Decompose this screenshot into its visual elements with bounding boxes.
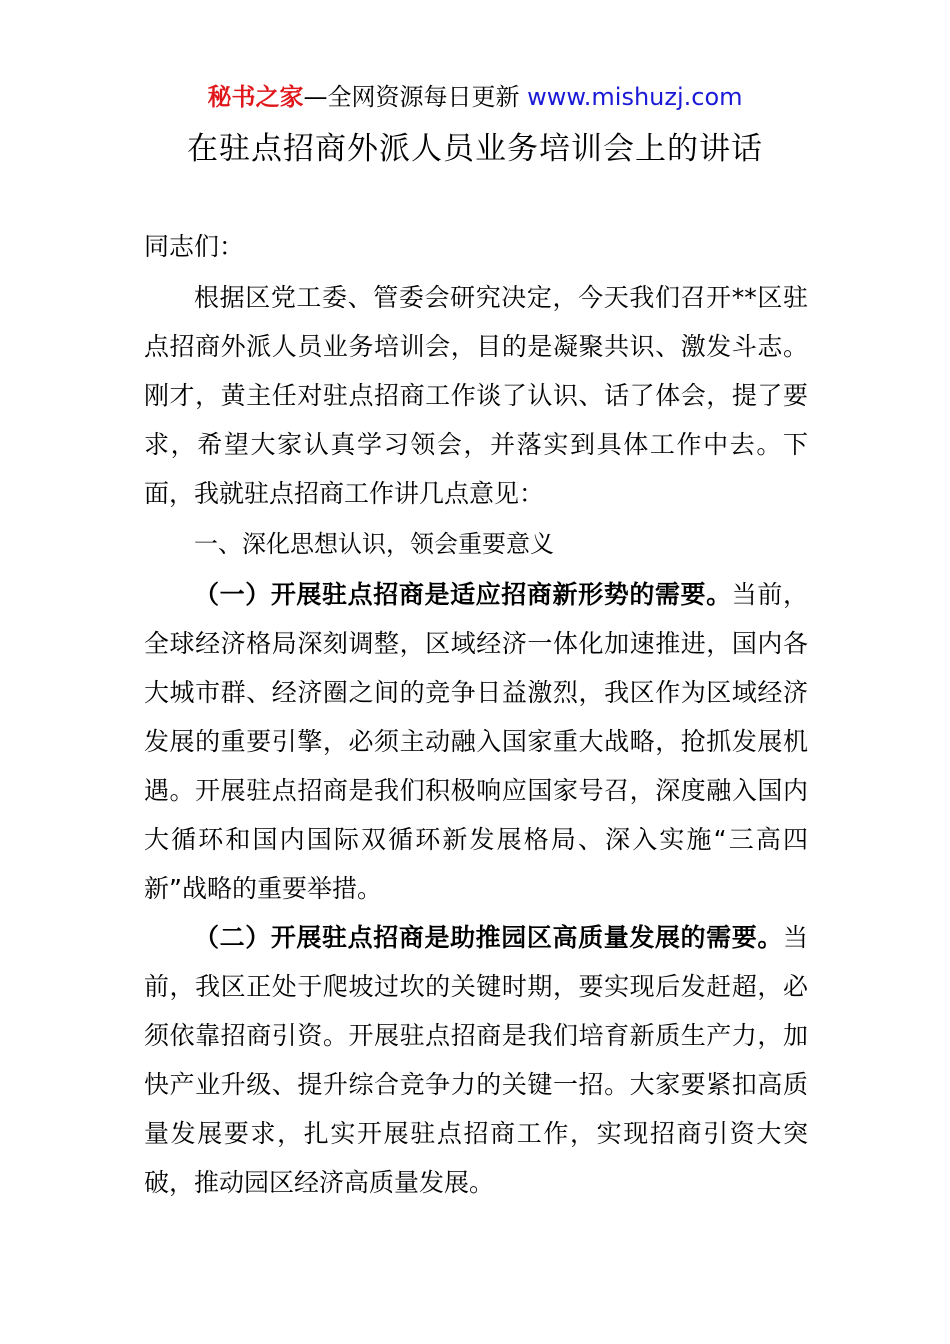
- paragraph-2-body: 当前，我区正处于爬坡过坎的关键时期，要实现后发赶超，必须依靠招商引资。开展驻点招商是我们培育新质生产力，加快产业升级、提升综合竞争力的关键一招。大家要紧扣高质量发展要求，扎实开展驻点招商工作，实现招商引资大突破，推动园区经济高质量发展。: [144, 923, 808, 1197]
- paragraph-2: [144, 913, 808, 1207]
- section-heading-1: 一、深化思想认识，领会重要意义: [194, 530, 554, 558]
- document-body: [144, 222, 808, 1207]
- intro-paragraph: 根据区党工委、管委会研究决定，今天我们召开**区驻点招商外派人员业务培训会，目的是凝聚共识、激发斗志。刚才，黄主任对驻点招商工作谈了认识、话了体会，提了要求，希望大家认真学习领会，并落实到具体工作中去。下面，我就驻点招商工作讲几点意见：: [144, 283, 808, 508]
- header-tagline: —全网资源每日更新: [303, 83, 528, 111]
- salutation: 同志们：: [144, 232, 245, 261]
- paragraph-1: [144, 570, 808, 913]
- paragraph-1-lead: （一）开展驻点招商是适应招商新形势的需要。: [194, 580, 732, 609]
- document-title: 在驻点招商外派人员业务培训会上的讲话: [187, 131, 763, 167]
- site-header: [0, 80, 950, 114]
- paragraph-2-lead: （二）开展驻点招商是助推园区高质量发展的需要。: [194, 923, 783, 952]
- site-url-link[interactable]: www.mishuzj.com: [527, 83, 743, 111]
- paragraph-1-body: 当前，全球经济格局深刻调整，区域经济一体化加速推进，国内各大城市群、经济圈之间的竞争日益激烈，我区作为区域经济发展的重要引擎，必须主动融入国家重大战略，抢抓发展机遇。开展驻点招商是我们积极响应国家号召，深度融入国内大循环和国内国际双循环新发展格局、深入实施“三高四新”战略的重要举措。: [144, 580, 808, 903]
- brand-name: 秘书之家: [207, 83, 304, 111]
